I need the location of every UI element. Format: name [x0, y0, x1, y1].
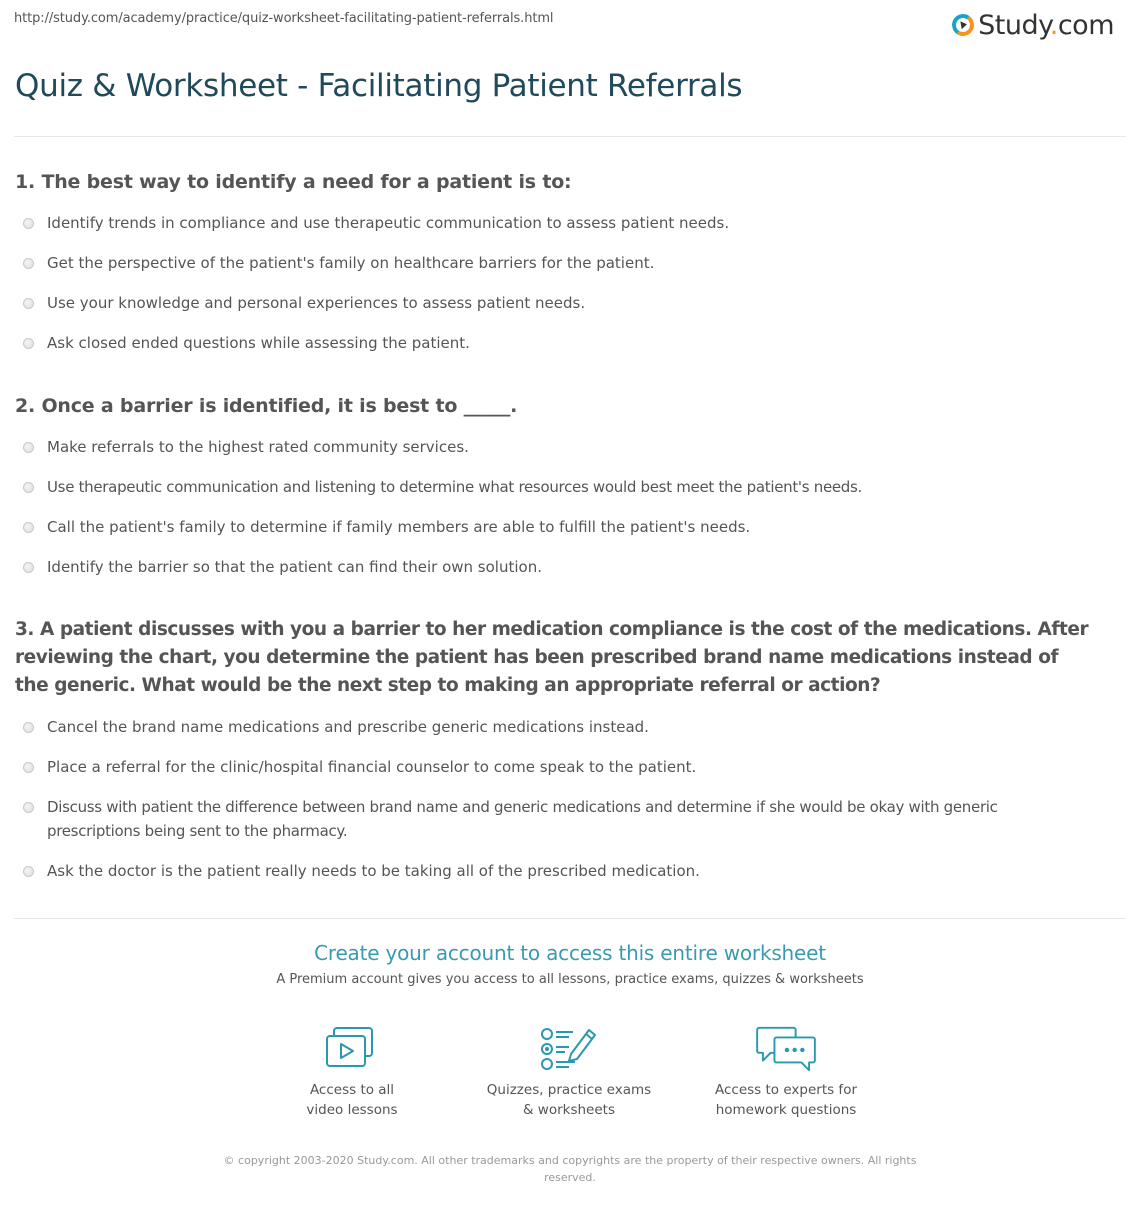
- radio-icon[interactable]: [23, 338, 34, 349]
- page-title: Quiz & Worksheet - Facilitating Patient Referrals: [15, 68, 743, 104]
- url-text: http://study.com/academy/practice/quiz-worksheet-facilitating-patient-referrals.html: [14, 11, 554, 26]
- option-label: Make referrals to the highest rated community services.: [47, 438, 469, 456]
- create-account-link[interactable]: Create your account to access this entire worksheet: [314, 941, 826, 965]
- q1-option-2[interactable]: [23, 251, 1050, 275]
- q2-option-1[interactable]: [23, 435, 1050, 459]
- cta-subtitle: A Premium account gives you access to all lessons, practice exams, quizzes & worksheets: [276, 972, 864, 987]
- question-2: 2. Once a barrier is identified, it is best to _____.: [15, 395, 518, 417]
- radio-icon[interactable]: [23, 258, 34, 269]
- option-label: Identify the barrier so that the patient can find their own solution.: [47, 558, 542, 576]
- feature-label-line2: homework questions: [715, 1102, 857, 1118]
- option-label: Use therapeutic communication and listening to determine what resources would best meet the patient's needs.: [47, 478, 863, 496]
- feature-label-line1: Access to experts for: [714, 1082, 857, 1098]
- radio-icon[interactable]: [23, 722, 34, 733]
- feature-experts: [686, 1024, 886, 1120]
- option-label: Discuss with patient the difference between brand name and generic medications and determine if she would be okay with generic prescriptions being sent to the pharmacy.: [47, 798, 998, 840]
- option-label: Use your knowledge and personal experiences to assess patient needs.: [47, 294, 586, 312]
- option-label: Ask the doctor is the patient really needs to be taking all of the prescribed medication.: [47, 862, 700, 880]
- q3-option-1[interactable]: [23, 715, 1050, 739]
- play-ring-icon: [950, 12, 975, 37]
- logo-tld: com: [1057, 9, 1114, 41]
- q2-option-3[interactable]: [23, 515, 1050, 539]
- logo-wordmark: [978, 10, 1114, 41]
- feature-label-line2: & worksheets: [522, 1102, 615, 1118]
- copyright-text: © copyright 2003-2020 Study.com. All other trademarks and copyrights are the property of their respective owners. All rights reserved.: [223, 1154, 917, 1184]
- radio-icon[interactable]: [23, 298, 34, 309]
- option-label: Cancel the brand name medications and prescribe generic medications instead.: [47, 718, 649, 736]
- logo-dot: .: [1049, 9, 1058, 41]
- radio-icon[interactable]: [23, 218, 34, 229]
- radio-icon[interactable]: [23, 802, 34, 813]
- q1-option-3[interactable]: [23, 291, 1050, 315]
- option-label: Ask closed ended questions while assessing the patient.: [47, 334, 470, 352]
- content-divider: [14, 918, 1126, 919]
- header-divider: [14, 136, 1126, 137]
- quiz-checklist-icon: [539, 1024, 599, 1074]
- question-3: 3. A patient discusses with you a barrier to her medication compliance is the cost of the medications. After reviewing the chart, you determine the patient has been prescribed brand name medications instead of the generic. What would be the next step to making an appropriate referral or action?: [15, 619, 1089, 696]
- q1-option-4[interactable]: [23, 331, 1050, 355]
- feature-quizzes: [469, 1024, 669, 1120]
- chat-bubbles-icon: [754, 1024, 818, 1074]
- q3-option-2[interactable]: [23, 755, 1050, 779]
- video-lessons-icon: [325, 1024, 379, 1074]
- logo-text: Study: [978, 9, 1050, 41]
- option-label: Call the patient's family to determine if family members are able to fulfill the patient's needs.: [47, 518, 751, 536]
- radio-icon[interactable]: [23, 442, 34, 453]
- q3-option-4[interactable]: [23, 859, 1050, 883]
- feature-video-lessons: [252, 1024, 452, 1120]
- q2-option-4[interactable]: [23, 555, 1050, 579]
- option-label: Identify trends in compliance and use therapeutic communication to assess patient needs.: [47, 214, 730, 232]
- feature-label-line1: Quizzes, practice exams: [486, 1082, 652, 1098]
- option-label: Place a referral for the clinic/hospital financial counselor to come speak to the patient.: [47, 758, 697, 776]
- radio-icon[interactable]: [23, 762, 34, 773]
- question-1: 1. The best way to identify a need for a patient is to:: [15, 171, 572, 193]
- study-logo[interactable]: [952, 8, 1114, 42]
- feature-label-line2: video lessons: [306, 1102, 398, 1118]
- option-label: Get the perspective of the patient's family on healthcare barriers for the patient.: [47, 254, 655, 272]
- radio-icon[interactable]: [23, 522, 34, 533]
- radio-icon[interactable]: [23, 866, 34, 877]
- feature-label-line1: Access to all: [309, 1082, 395, 1098]
- q1-option-1[interactable]: [23, 211, 1050, 235]
- q2-option-2[interactable]: [23, 475, 1050, 499]
- q3-option-3[interactable]: [23, 795, 1030, 843]
- radio-icon[interactable]: [23, 482, 34, 493]
- radio-icon[interactable]: [23, 562, 34, 573]
